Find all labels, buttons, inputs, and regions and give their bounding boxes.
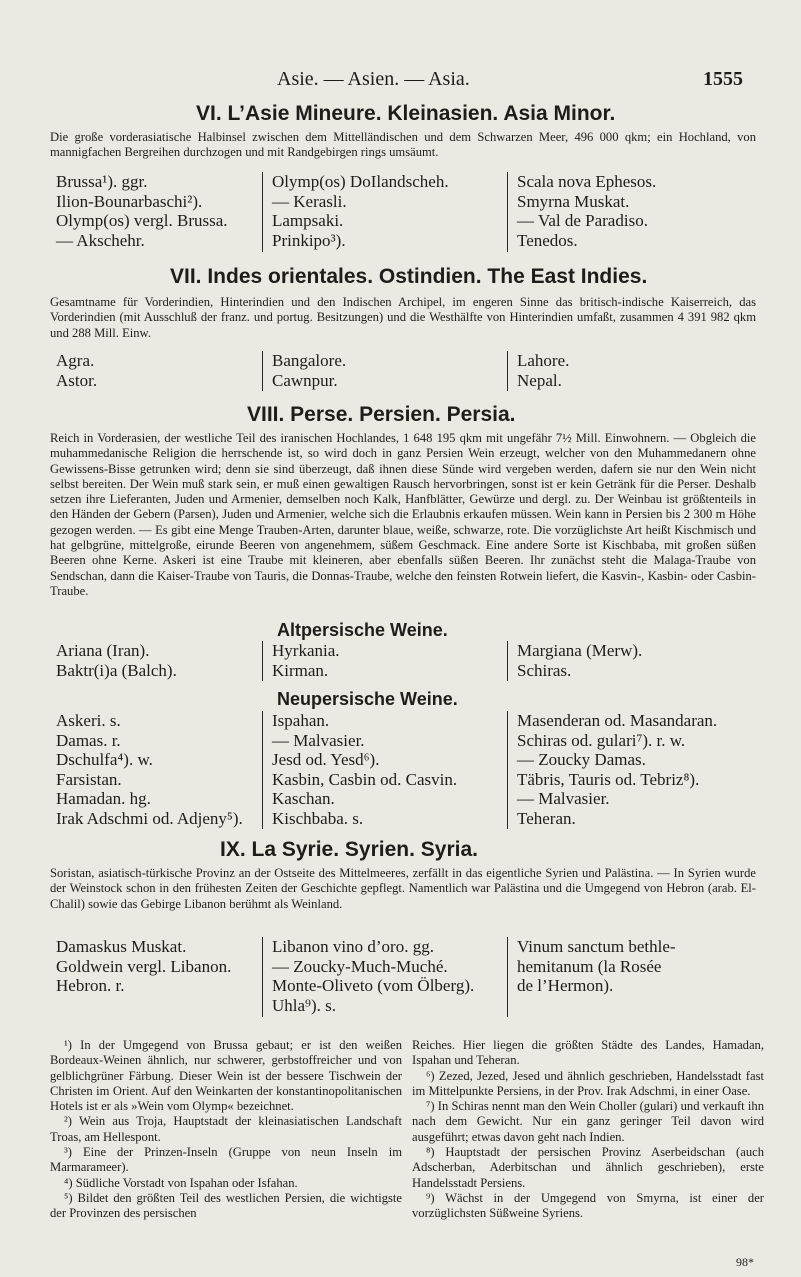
- wine-entry: Schiras.: [517, 660, 572, 680]
- footnote: ⁴) Südliche Vorstadt von Ispahan oder Isfahan.: [64, 1175, 298, 1190]
- wine-entry: Kirman.: [272, 660, 329, 680]
- wine-entry: Brussa¹). ggr.: [56, 172, 148, 191]
- wine-entry: Monte-Oliveto (vom Ölberg).: [272, 976, 475, 995]
- column-divider: [262, 711, 263, 829]
- footnotes-right-column: [412, 1038, 764, 1222]
- wine-list-col-3: [517, 351, 569, 390]
- column-divider: [262, 641, 263, 681]
- wine-entry: Nepal.: [517, 370, 562, 390]
- footnote-continuation: Reiches. Hier liegen die größten Städte des Landes, Hamadan, Ispahan und Teheran.: [412, 1038, 764, 1068]
- wine-list-col-1: [56, 641, 177, 680]
- wine-entry: Ilion-Bounarbaschi²).: [56, 191, 203, 211]
- wine-list-col-2: [272, 351, 346, 390]
- page-number: 1555: [703, 68, 743, 90]
- wine-list-col-3: [517, 172, 656, 250]
- signature-mark: 98*: [736, 1255, 754, 1269]
- wine-entry: Ispahan.: [272, 711, 330, 730]
- section-intro-syria: Soristan, asiatisch-türkische Provinz an der Ostseite des Mittelmeeres, zerfällt in das eigentliche Syrien und Palästina. — In Syrien wurde der Weinstock schon in den frühesten Zeiten der Geschichte gepflegt. Namentlich war Palästina und die Umgegend von Hebron (arab. El-Chalil) sowie das Gebirge Libanon berühmt als Weinland.: [50, 866, 756, 911]
- wine-entry: Askeri. s.: [56, 711, 121, 730]
- wine-entry: Kischbaba. s.: [272, 808, 364, 828]
- section-title-text: VI. L’Asie Mineure. Kleinasien. Asia Minor.: [196, 102, 616, 125]
- wine-list-col-1: [56, 711, 243, 828]
- wine-entry: Dschulfa⁴). w.: [56, 750, 153, 769]
- wine-entry: — Zoucky Damas.: [517, 750, 646, 769]
- wine-list-col-3: [517, 641, 642, 680]
- section-title-east-indies: [170, 265, 647, 289]
- wine-entry: Lahore.: [517, 351, 570, 370]
- section-intro-east-indies: Gesamtname für Vorderindien, Hinterindien und den Indischen Archipel, im engeren Sinne das britisch-indische Kaiserreich, das Vorderindien (mit Ausschluß der franz. und portug. Besitzungen) und die Westhälfte von Hinterindien umfaßt, zusammen 4 391 982 qkm und 288 Mill. Einw.: [50, 295, 756, 340]
- subheading-old-persian-wines: Altpersische Weine.: [277, 620, 448, 640]
- wine-list-col-1: [56, 937, 231, 996]
- wine-entry: Hebron. r.: [56, 976, 125, 995]
- wine-entry: Jesd od. Yesd⁶).: [272, 750, 380, 769]
- wine-list-col-2: [272, 711, 457, 828]
- wine-entry: Lampsaki.: [272, 211, 344, 230]
- wine-entry: Goldwein vergl. Libanon.: [56, 956, 232, 976]
- wine-entry: Tenedos.: [517, 230, 578, 250]
- section-title-persia: [247, 403, 516, 427]
- footnote: ⁷) In Schiras nennt man den Wein Choller (gulari) und verkauft ihn nach dem Gewicht. Nur ein ganz geringer Teil davon wird ausgeführt; etwas davon geht nach Indien.: [412, 1099, 764, 1144]
- footnote: ¹) In der Umgegend von Brussa gebaut; er ist den weißen Bordeaux-Weinen ähnlich, nur schwerer, gerbstoffreicher und von gelblichgrüner Färbung. Dieser Wein ist der bessere Tischwein der Christen im Orient. Auf den Weinkarten der konstantinopolitanischen Hotels ist er als »Wein vom Olymp« bezeichnet.: [50, 1038, 402, 1114]
- wine-entry: — Zoucky-Much-Muché.: [272, 956, 448, 976]
- wine-entry: Astor.: [56, 370, 98, 390]
- column-divider: [262, 351, 263, 391]
- wine-entry: Hyrkania.: [272, 641, 340, 660]
- footnotes-left-column: [50, 1038, 402, 1222]
- wine-entry: Schiras od. gulari⁷). r. w.: [517, 730, 686, 750]
- footnote: ²) Wein aus Troja, Hauptstadt der kleinasiatischen Landschaft Troas, am Hellespont.: [50, 1114, 402, 1144]
- footnote: ⁶) Zezed, Jezed, Jesed und ähnlich geschrieben, Handelsstadt fast im Mittelpunkte Persiens, in der Prov. Irak Adschmi, in einer Oase.: [412, 1068, 764, 1098]
- wine-list-col-1: [56, 172, 228, 250]
- section-title-text: VII. Indes orientales. Ostindien. The East Indies.: [170, 265, 648, 288]
- wine-entry: Margiana (Merw).: [517, 641, 643, 660]
- wine-entry: Masenderan od. Masandaran.: [517, 711, 718, 730]
- wine-entry: Bangalore.: [272, 351, 347, 370]
- wine-entry: Olymp(os) DoIlandscheh.: [272, 172, 449, 191]
- wine-entry: Olymp(os) vergl. Brussa.: [56, 211, 228, 230]
- wine-entry: — Kerasli.: [272, 191, 347, 211]
- wine-list-col-2: [272, 641, 340, 680]
- wine-entry: Smyrna Muskat.: [517, 191, 630, 211]
- wine-entry: — Malvasier.: [272, 730, 365, 750]
- wine-entry: Kaschan.: [272, 789, 335, 808]
- footnote: ⁸) Hauptstadt der persischen Provinz Aserbeidschan (auch Adscherban, Aderbitschan und ähnlich geschrieben), erste Handelsstadt Persiens.: [412, 1145, 764, 1190]
- column-divider: [507, 172, 508, 252]
- wine-entry: de l’Hermon).: [517, 976, 614, 995]
- wine-list-col-2: [272, 937, 474, 1015]
- wine-entry: Farsistan.: [56, 769, 122, 789]
- wine-entry: Täbris, Tauris od. Tebriz⁸).: [517, 769, 700, 789]
- section-title-asia-minor: [196, 102, 615, 126]
- wine-entry: Scala nova Ephesos.: [517, 172, 657, 191]
- subheading-new-persian-wines: Neupersische Weine.: [277, 689, 458, 709]
- wine-entry: Cawnpur.: [272, 370, 338, 390]
- wine-entry: Damaskus Muskat.: [56, 937, 187, 956]
- wine-entry: Kasbin, Casbin od. Casvin.: [272, 769, 458, 789]
- column-divider: [507, 351, 508, 391]
- footnote: ⁹) Wächst in der Umgegend von Smyrna, ist einer der vorzüglichsten Süßweine Syriens.: [412, 1190, 764, 1221]
- running-header: Asie. — Asien. — Asia.: [277, 68, 470, 90]
- footnote: ³) Eine der Prinzen-Inseln (Gruppe von neun Inseln im Marmarameer).: [50, 1145, 402, 1175]
- column-divider: [262, 937, 263, 1017]
- section-title-text: IX. La Syrie. Syrien. Syria.: [220, 838, 478, 861]
- wine-list-col-3: [517, 937, 676, 996]
- wine-entry: Uhla⁹). s.: [272, 995, 336, 1015]
- wine-entry: Hamadan. hg.: [56, 789, 151, 808]
- wine-list-col-1: [56, 351, 97, 390]
- column-divider: [507, 937, 508, 1017]
- column-divider: [262, 172, 263, 252]
- wine-entry: Prinkipo³).: [272, 230, 346, 250]
- wine-entry: — Malvasier.: [517, 789, 610, 808]
- wine-entry: Teheran.: [517, 808, 576, 828]
- wine-entry: — Akschehr.: [56, 230, 145, 250]
- footnote: ⁵) Bildet den größten Teil des westlichen Persien, die wichtigste der Provinzen des persischen: [50, 1190, 402, 1221]
- section-title-text: VIII. Perse. Persien. Persia.: [247, 403, 516, 426]
- wine-entry: — Val de Paradiso.: [517, 211, 648, 230]
- wine-entry: hemitanum (la Rosée: [517, 956, 662, 976]
- section-title-syria: [220, 838, 478, 862]
- wine-entry: Ariana (Iran).: [56, 641, 150, 660]
- wine-entry: Agra.: [56, 351, 95, 370]
- wine-entry: Libanon vino d’oro. gg.: [272, 937, 434, 956]
- wine-list-col-3: [517, 711, 717, 828]
- wine-list-col-2: [272, 172, 449, 250]
- wine-entry: Irak Adschmi od. Adjeny⁵).: [56, 808, 243, 828]
- wine-entry: Vinum sanctum bethle-: [517, 937, 676, 956]
- wine-entry: Baktr(i)a (Balch).: [56, 660, 177, 680]
- column-divider: [507, 641, 508, 681]
- section-intro-persia: Reich in Vorderasien, der westliche Teil des iranischen Hochlandes, 1 648 195 qkm mit ungefähr 7½ Mill. Einwohnern. — Obgleich die muhammedanische Religion die herrschende ist, so wird doch in ganz Persien Wein erzeugt, welcher von den Muhammedanern ohne Gewissens-Bisse getrunken wird; denn sie sind überzeugt, daß ihnen diese Sünde wird vergeben werden, dafern sie nur den Wein nicht selbst bereiten. Der Wein muß stark sein, er muß einen gewaltigen Rausch hervorbringen, sonst ist er kein Getränk für die Perser. Deshalb setzen ihre Lieferanten, Juden und Armenier, demselben noch Kalk, Hanfblätter, Gewürze und dergl. zu. Der Weinbau ist größtenteils in den Händen der Gebern (Parsen), Juden und Armenier, welche sich die Erlaubnis erkaufen müssen. Wein kann in Persien bis 2 300 m Höhe gezogen werden. — Es gibt eine Menge Trauben-Arten, darunter blaue, weiße, schwarze, rote. Die vorzüglichste Art heißt Kischmisch und hat gelbgrüne, mittelgroße, eirunde Beeren von angenehmem, süßem Geschmack. Eine andere Sorte ist Kischbaba, mit großen süßen Beeren ohne Kerne. Askeri ist eine Traube mit kleineren, aber ebenfalls süßen Beeren. Ihr zunächst steht die Malaga-Traube von Sendschan, dann die Kaiser-Traube von Tauris, die Donnas-Traube, welche den feinsten Rotwein liefert, die Kasvin-, Kasbin- oder Casbin-Traube.: [50, 431, 756, 598]
- column-divider: [507, 711, 508, 829]
- section-intro-asia-minor: Die große vorderasiatische Halbinsel zwischen dem Mittelländischen und dem Schwarzen Meer, 496 000 qkm; ein Hochland, von mannigfachen Bergreihen durchzogen und mit Randgebirgen rings umsäumt.: [50, 130, 756, 160]
- wine-entry: Damas. r.: [56, 730, 121, 750]
